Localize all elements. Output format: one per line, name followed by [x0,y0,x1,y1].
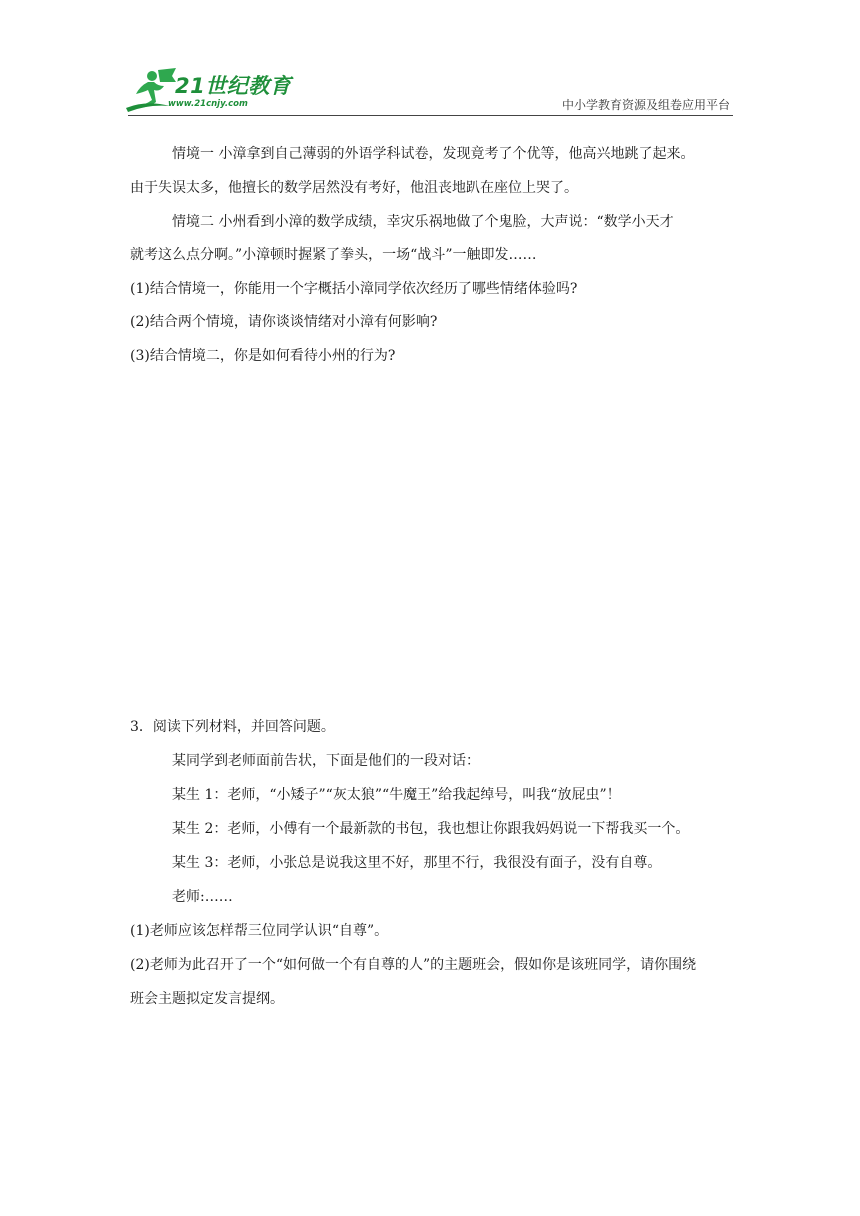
scenario-two-text-cont: 就考这么点分啊。”小漳顿时握紧了拳头，一场“战斗”一触即发…… [130,247,537,263]
logo-url: www.21cnjy.com [168,99,248,109]
site-logo [122,66,292,116]
question-3: (3)结合情境二，你是如何看待小州的行为? [130,348,396,364]
student-1-quote: 某生 1：老师，“小矮子”“灰太狼”“牛魔王”给我起绰号，叫我“放屁虫”！ [172,787,621,803]
student-3-quote: 某生 3：老师，小张总是说我这里不好，那里不行，我很没有面子，没有自尊。 [172,855,662,871]
material-intro: 某同学到老师面前告状，下面是他们的一段对话： [172,753,480,769]
teacher-reply: 老师:…… [172,889,233,905]
student-2-quote: 某生 2：老师，小傅有一个最新款的书包，我也想让你跟我妈妈说一下帮我买一个。 [172,821,690,837]
question-2: (2)结合两个情境，请你谈谈情绪对小漳有何影响? [130,314,438,330]
item-3-heading: 3．阅读下列材料，并回答问题。 [130,719,335,735]
scenario-one-text: 情境一 小漳拿到自己薄弱的外语学科试卷，发现竟考了个优等，他高兴地跳了起来。 [172,146,695,162]
item-3-question-1: (1)老师应该怎样帮三位同学认识“自尊”。 [130,923,389,939]
scenario-one-text-cont: 由于失误太多，他擅长的数学居然没有考好，他沮丧地趴在座位上哭了。 [130,180,578,196]
question-1: (1)结合情境一，你能用一个字概括小漳同学依次经历了哪些情绪体验吗? [130,281,578,297]
header-divider [128,115,733,116]
item-3-question-2-cont: 班会主题拟定发言提纲。 [130,991,284,1007]
scenario-two-text: 情境二 小州看到小漳的数学成绩，幸灾乐祸地做了个鬼脸，大声说：“数学小天才 [172,214,674,230]
logo-text: 21世纪教育 [175,74,292,98]
item-3-question-2: (2)老师为此召开了一个“如何做一个有自尊的人”的主题班会，假如你是该班同学，请你围绕 [130,957,697,973]
page-header [0,0,860,120]
platform-name: 中小学教育资源及组卷应用平台 [561,98,730,112]
